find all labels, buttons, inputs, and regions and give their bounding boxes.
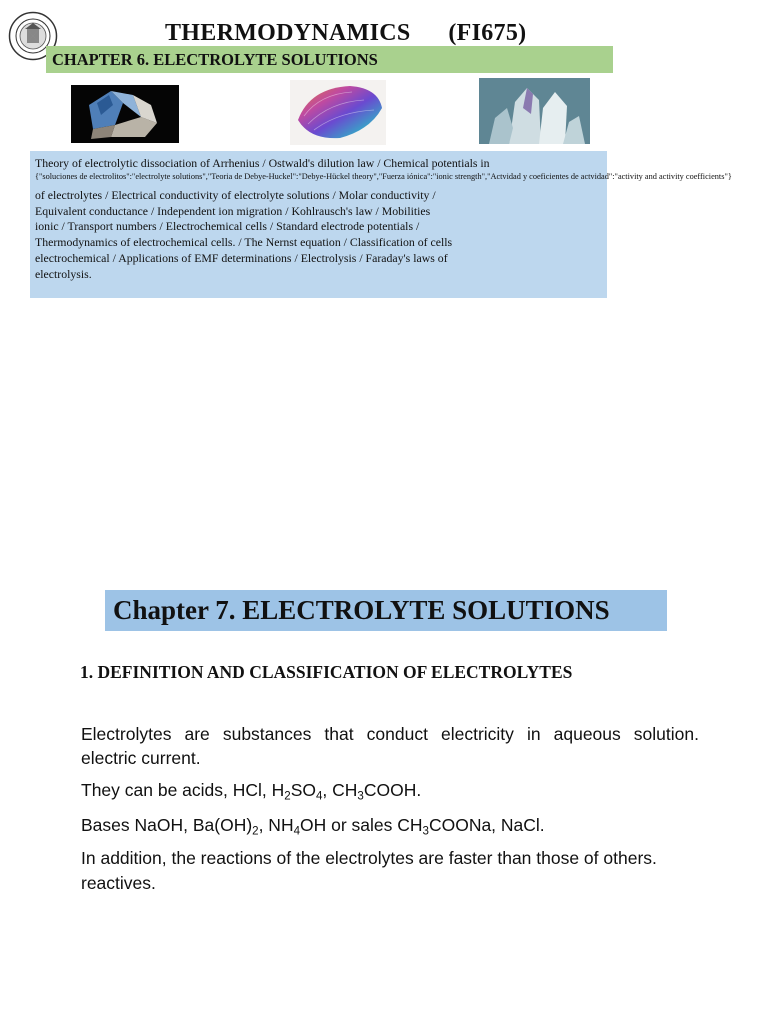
subscript: 2 [252,825,259,838]
subscript: 4 [316,790,323,803]
topics-line: electrolysis. [35,267,92,281]
subscript: 3 [422,825,429,838]
rainbow-mineral-photo [290,80,386,145]
topics-line: electrochemical / Applications of EMF determinations / Electrolysis / Faraday's laws of [35,251,448,265]
paragraph-line: In addition, the reactions of the electrolytes are faster than those of others. [81,848,657,868]
blue-crystal-photo [71,85,179,143]
acids-line [81,780,421,801]
topics-line: ionic / Transport numbers / Electrochemical cells / Standard electrode potentials / [35,219,420,233]
topics-line: Thermodynamics of electrochemical cells. / The Nernst equation / Classification of cells [35,235,453,249]
chapter-band [46,46,613,73]
subscript: 3 [357,790,364,803]
acids-text: COOH. [363,780,422,800]
topics-line: of electrolytes / Electrical conductivity of electrolyte solutions / Molar conductivity / [35,188,436,202]
chapter7-band [105,590,667,631]
acids-text: SO [290,780,316,800]
bases-line [81,815,545,836]
topics-line: Equivalent conductance / Independent ion migration / Kohlrausch's law / Mobilities [35,204,431,218]
topics-inline-glossary: {"soluciones de electrolitos":"electrolyte solutions","Teoria de Debye-Huckel":"Debye-Hückel theory","Fuerza iónica":"ionic strength","Actvidad y coeficientes de actvidad":"activity and activity coefficients"} [35,172,732,181]
acids-text: They can be acids, HCl, H [81,780,285,800]
chapter-band-title: CHAPTER 6. ELECTROLYTE SOLUTIONS [52,50,378,69]
paragraph-line: reactives. [81,873,156,893]
bases-text: OH or sales CH [300,815,423,835]
chapter7-title: Chapter 7. ELECTROLYTE SOLUTIONS [113,595,610,625]
section-heading: 1. DEFINITION AND CLASSIFICATION OF ELECTROLYTES [80,662,573,682]
paragraph-line: Electrolytes are substances that conduct electricity in aqueous solution. [81,724,699,744]
subscript: 2 [284,790,291,803]
acids-text: , CH [322,780,358,800]
bases-text: , NH [258,815,294,835]
paragraph-line: electric current. [81,748,201,768]
clear-quartz-photo [479,78,590,144]
page-title: THERMODYNAMICS (FI675) [165,20,527,46]
topics-line: Theory of electrolytic dissociation of Arrhenius / Ostwald's dilution law / Chemical potentials in [35,156,490,170]
subscript: 4 [293,825,300,838]
bases-text: COONa, NaCl. [428,815,545,835]
bases-text: Bases NaOH, Ba(OH) [81,815,253,835]
